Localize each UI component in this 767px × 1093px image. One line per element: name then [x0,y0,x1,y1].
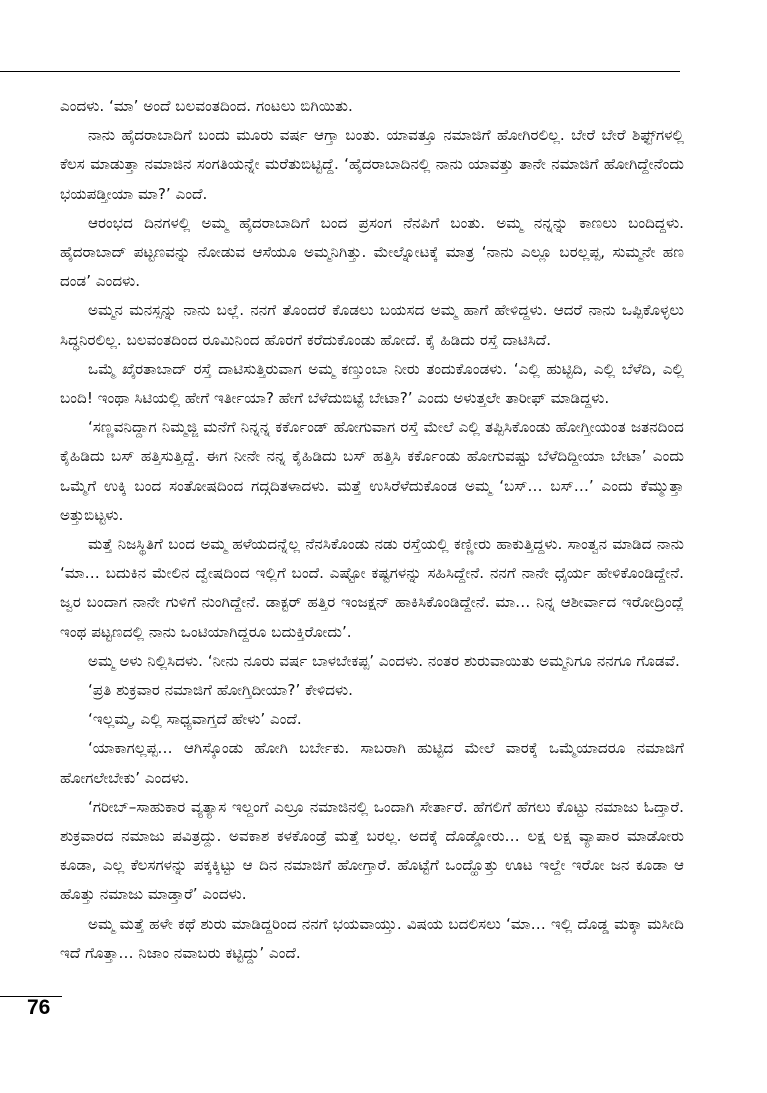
paragraph: ಅಮ್ಮ ಮತ್ತೆ ಹಳೇ ಕಥೆ ಶುರು ಮಾಡಿದ್ದರಿಂದ ನನಗೆ ಭಯವಾಯ್ತು. ವಿಷಯ ಬದಲಿಸಲು ‘ಮಾ… ಇಲ್ಲಿ ದೊಡ್ಡ ಮಕ್ಕಾ ಮಸೀದಿ ಇದೆ ಗೊತ್ತಾ… ನಿಜಾಂ ನವಾಬರು ಕಟ್ಟಿದ್ದು’ ಎಂದೆ. [60,914,684,962]
paragraph: ಅಮ್ಮನ ಮನಸ್ಸನ್ನು ನಾನು ಬಲ್ಲೆ. ನನಗೆ ತೊಂದರೆ ಕೊಡಲು ಬಯಸದ ಅಮ್ಮ ಹಾಗೆ ಹೇಳಿದ್ದಳು. ಆದರೆ ನಾನು ಒಪ್ಪಿಕೊಳ್ಳಲು ಸಿದ್ಧನಿರಲಿಲ್ಲ. ಬಲವಂತದಿಂದ ರೂಮಿನಿಂದ ಹೊರಗೆ ಕರೆದುಕೊಂಡು ಹೋದೆ. ಕೈ ಹಿಡಿದು ರಸ್ತೆ ದಾಟಿಸಿದೆ. [60,301,684,349]
paragraph: ‘ಯಾಕಾಗಲ್ಲಪ್ಪ… ಆಗಿಸ್ಕೊಂಡು ಹೋಗಿ ಬರ್ಬೇಕು. ಸಾಬರಾಗಿ ಹುಟ್ಟಿದ ಮೇಲೆ ವಾರಕ್ಕೆ ಒಮ್ಮೆಯಾದರೂ ನಮಾಜಿಗೆ ಹೋಗಲೇಬೇಕು’ ಎಂದಳು. [60,739,684,787]
paragraph: ‘ಇಲ್ಲಮ್ಮ, ಎಲ್ಲಿ ಸಾಧ್ಯವಾಗ್ತದೆ ಹೇಳು’ ಎಂದೆ. [88,710,302,729]
paragraph: ಒಮ್ಮೆ ಖೈರತಾಬಾದ್ ರಸ್ತೆ ದಾಟಿಸುತ್ತಿರುವಾಗ ಅಮ್ಮ ಕಣ್ತುಂಬಾ ನೀರು ತಂದುಕೊಂಡಳು. ‘ಎಲ್ಲಿ ಹುಟ್ಟಿದಿ, ಎಲ್ಲಿ ಬೆಳೆದಿ, ಎಲ್ಲಿ ಬಂದಿ! ಇಂಥಾ ಸಿಟಿಯಲ್ಲಿ ಹೇಗೆ ಇರ್ತೀಯಾ? ಹೇಗೆ ಬೆಳೆದುಬಿಟ್ಟೆ ಬೇಟಾ?’ ಎಂದು ಅಳುತ್ತಲೇ ತಾರೀಫ್ ಮಾಡಿದ್ದಳು. [60,359,684,408]
page-number: 76 [27,996,51,1019]
paragraph: ಮತ್ತೆ ನಿಜಸ್ಥಿತಿಗೆ ಬಂದ ಅಮ್ಮ ಹಳೆಯದನ್ನೆಲ್ಲ ನೆನಸಿಕೊಂಡು ನಡು ರಸ್ತೆಯಲ್ಲಿ ಕಣ್ಣೀರು ಹಾಕುತ್ತಿದ್ದಳು. ಸಾಂತ್ವನ ಮಾಡಿದ ನಾನು ‘ಮಾ… ಬದುಕಿನ ಮೇಲಿನ ದ್ವೇಷದಿಂದ ಇಲ್ಲಿಗೆ ಬಂದೆ. ಎಷ್ಟೋ ಕಷ್ಟಗಳನ್ನು ಸಹಿಸಿದ್ದೇನೆ. ನನಗೆ ನಾನೇ ಧೈರ್ಯ ಹೇಳಿಕೊಂಡಿದ್ದೇನೆ. ಜ್ವರ ಬಂದಾಗ ನಾನೇ ಗುಳಿಗೆ ನುಂಗಿದ್ದೇನೆ. ಡಾಕ್ಟರ್ ಹತ್ತಿರ ಇಂಜಕ್ಷನ್ ಹಾಕಿಸಿಕೊಂಡಿದ್ದೇನೆ. ಮಾ… ನಿನ್ನ ಆಶೀರ್ವಾದ ಇರೋದ್ರಿಂದ್ಲೆ ಇಂಥ ಪಟ್ಟಣದಲ್ಲಿ ನಾನು ಒಂಟಿಯಾಗಿದ್ದರೂ ಬದುಕ್ತಿರೋದು’. [60,535,684,641]
paragraph: ನಾನು ಹೈದರಾಬಾದಿಗೆ ಬಂದು ಮೂರು ವರ್ಷ ಆಗ್ತಾ ಬಂತು. ಯಾವತ್ತೂ ನಮಾಜಿಗೆ ಹೋಗಿರಲಿಲ್ಲ. ಬೇರೆ ಬೇರೆ ಶಿಫ್ಟ್‌ಗಳಲ್ಲಿ ಕೆಲಸ ಮಾಡುತ್ತಾ ನಮಾಜಿನ ಸಂಗತಿಯನ್ನೇ ಮರೆತುಬಿಟ್ಟಿದ್ದೆ. ‘ಹೈದರಾಬಾದಿನಲ್ಲಿ ನಾನು ಯಾವತ್ತು ತಾನೇ ನಮಾಜಿಗೆ ಹೋಗಿದ್ದೇನೆಂದು ಭಯಪಡ್ತೀಯಾ ಮಾ?’ ಎಂದೆ. [60,126,684,203]
paragraph: ಅಮ್ಮ ಅಳು ನಿಲ್ಲಿಸಿದಳು. ‘ನೀನು ನೂರು ವರ್ಷ ಬಾಳಬೇಕಪ್ಪ’ ಎಂದಳು. ನಂತರ ಶುರುವಾಯಿತು ಅಮ್ಮನಿಗೂ ನನಗೂ ಗೊಡವೆ. [88,651,680,670]
paragraph: ‘ಸಣ್ಣವನಿದ್ದಾಗ ನಿಮ್ಮಜ್ಜಿ ಮನೆಗೆ ನಿನ್ನನ್ನ ಕರ್ಕೊಂಡ್ ಹೋಗುವಾಗ ರಸ್ತೆ ಮೇಲೆ ಎಲ್ಲಿ ತಪ್ಪಿಸಿಕೊಂಡು ಹೋಗ್ತೀಯಂತ ಜತನದಿಂದ ಕೈಹಿಡಿದು ಬಸ್ ಹತ್ತಿಸುತ್ತಿದ್ದೆ. ಈಗ ನೀನೇ ನನ್ನ ಕೈಹಿಡಿದು ಬಸ್ ಹತ್ತಿಸಿ ಕರ್ಕೊಂಡು ಹೋಗುವಷ್ಟು ಬೆಳೆದಿದ್ದೀಯಾ ಬೇಟಾ’ ಎಂದು ಒಮ್ಮೆಗೆ ಉಕ್ಕಿ ಬಂದ ಸಂತೋಷದಿಂದ ಗದ್ಗದಿತಳಾದಳು. ಮತ್ತೆ ಉಸಿರೆಳೆದುಕೊಂಡ ಅಮ್ಮ ‘ಬಸ್… ಬಸ್…’ ಎಂದು ಕೆಮ್ಮುತ್ತಾ ಅತ್ತುಬಿಟ್ಟಳು. [60,418,684,524]
body-text [60,92,684,968]
paragraph: ‘ಗರೀಬ್–ಸಾಹುಕಾರ ವ್ಯತ್ಯಾಸ ಇಲ್ದಂಗೆ ಎಲ್ರೂ ನಮಾಜಿನಲ್ಲಿ ಒಂದಾಗಿ ಸೇರ್ತಾರೆ. ಹೆಗಲಿಗೆ ಹೆಗಲು ಕೊಟ್ಟು ನಮಾಜು ಓದ್ತಾರೆ. ಶುಕ್ರವಾರದ ನಮಾಜು ಪವಿತ್ರದ್ದು. ಅವಕಾಶ ಕಳಕೊಂಡ್ರೆ ಮತ್ತೆ ಬರಲ್ಲ. ಅದಕ್ಕೆ ದೊಡ್ಡೋರು… ಲಕ್ಷ ಲಕ್ಷ ವ್ಯಾಪಾರ ಮಾಡೋರು ಕೂಡಾ, ಎಲ್ಲ ಕೆಲಸಗಳನ್ನು ಪಕ್ಕಕ್ಕಿಟ್ಟು ಆ ದಿನ ನಮಾಜಿಗೆ ಹೋಗ್ತಾರೆ. ಹೊಟ್ಟೆಗೆ ಒಂದ್ಹೊತ್ತು ಊಟ ಇಲ್ದೇ ಇರೋ ಜನ ಕೂಡಾ ಆ ಹೊತ್ತು ನಮಾಜು ಮಾಡ್ತಾರೆ’ ಎಂದಳು. [60,797,684,904]
paragraph: ಎಂದಳು. ‘ಮಾ’ ಅಂದೆ ಬಲವಂತದಿಂದ. ಗಂಟಲು ಬಿಗಿಯಿತು. [60,97,353,115]
paragraph: ಆರಂಭದ ದಿನಗಳಲ್ಲಿ ಅಮ್ಮ ಹೈದರಾಬಾದಿಗೆ ಬಂದ ಪ್ರಸಂಗ ನೆನಪಿಗೆ ಬಂತು. ಅಮ್ಮ ನನ್ನನ್ನು ಕಾಣಲು ಬಂದಿದ್ದಳು. ಹೈದರಾಬಾದ್ ಪಟ್ಟಣವನ್ನು ನೋಡುವ ಆಸೆಯೂ ಅಮ್ಮನಿಗಿತ್ತು. ಮೇಲ್ನೋಟಕ್ಕೆ ಮಾತ್ರ ‘ನಾನು ಎಲ್ಲೂ ಬರಲ್ಲಪ್ಪ, ಸುಮ್ಮನೇ ಹಣ ದಂಡ’ ಎಂದಳು. [60,213,684,291]
top-rule [0,71,680,72]
paragraph: ‘ಪ್ರತಿ ಶುಕ್ರವಾರ ನಮಾಜಿಗೆ ಹೋಗ್ತಿದೀಯಾ?’ ಕೇಳಿದಳು. [88,681,353,700]
